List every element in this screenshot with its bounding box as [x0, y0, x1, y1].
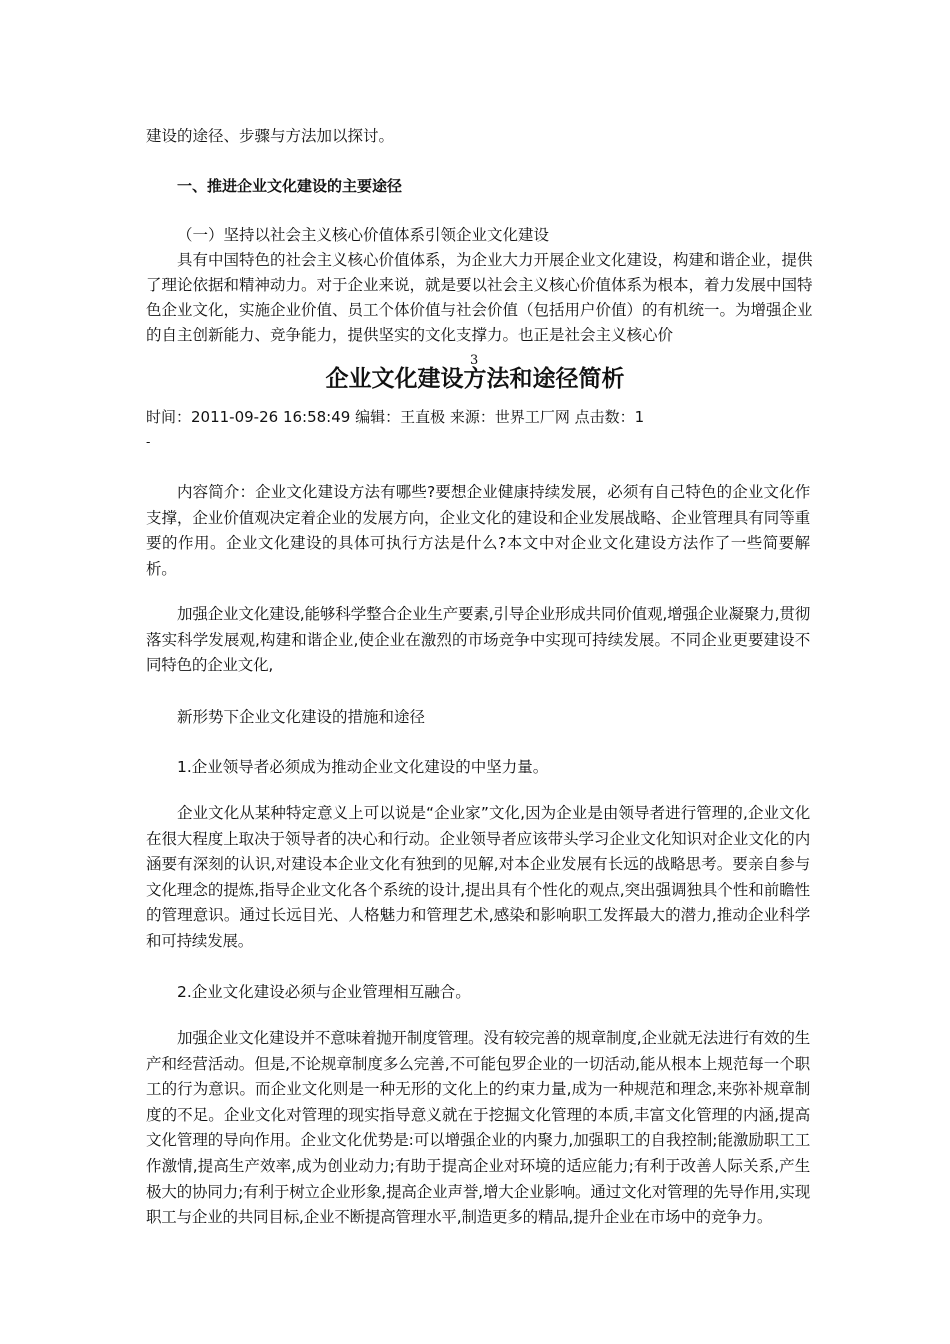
body-paragraph: 具有中国特色的社会主义核心价值体系，为企业大力开展企业文化建设，构建和谐企业，提供了理论依据和精神动力。对于企业来说，就是要以社会主义核心价值体系为根本，着力发展中国特色企业文化，实施企业价值、员工个体价值与社会价值（包括用户价值）的有机统一。为增强企业的自主创新能力、竞争能力，提供坚实的文化支撑力。也正是社会主义核心价 [146, 251, 813, 344]
point-body-1: 企业文化从某种特定意义上可以说是“企业家”文化,因为企业是由领导者进行管理的,企业文化在很大程度上取决于领导者的决心和行动。企业领导者应该带头学习企业文化知识对企业文化的内涵要有深刻的认识,对建设本企业文化有独到的见解,对本企业发展有长远的战略思考。要亲自参与文化理念的提炼,指导企业文化各个系统的设计,提出具有个性化的观点,突出强调独具个性和前瞻性的管理意识。通过长远目光、人格魅力和管理艺术,感染和影响职工发挥最大的潜力,推动企业科学和可持续发展。 [146, 804, 810, 950]
subsection-heading: （一）坚持以社会主义核心价值体系引领企业文化建设 [177, 226, 550, 244]
article-title: 企业文化建设方法和途径简析 [325, 366, 625, 392]
section-heading: 新形势下企业文化建设的措施和途径 [177, 708, 426, 726]
continued-text-line: 建设的途径、步骤与方法加以探讨。 [146, 127, 395, 145]
point-body-2: 加强企业文化建设并不意味着抛开制度管理。没有较完善的规章制度,企业就无法进行有效的生产和经营活动。但是,不论规章制度多么完善,不可能包罗企业的一切活动,能从根本上规范每一个职工的行为意识。而企业文化则是一种无形的文化上的约束力量,成为一种规范和理念,来弥补规章制度的不足。企业文化对管理的现实指导意义就在于挖掘文化管理的本质,丰富文化管理的内涵,提高文化管理的导向作用。企业文化优势是:可以增强企业的内聚力,加强职工的自我控制;能激励职工工作激情,提高生产效率,成为创业动力;有助于提高企业对环境的适应能力;有利于改善人际关系,产生极大的协同力;有利于树立企业形象,提高企业声誉,增大企业影响。通过文化对管理的先导作用,实现职工与企业的共同目标,企业不断提高管理水平,制造更多的精品,提升企业在市场中的竞争力。 [146, 1029, 810, 1227]
intro-paragraph: 加强企业文化建设,能够科学整合企业生产要素,引导企业形成共同价值观,增强企业凝聚力,贯彻落实科学发展观,构建和谐企业,使企业在激烈的市场竞争中实现可持续发展。不同企业更要建设不同特色的企业文化, [146, 605, 810, 675]
meta-dash: - [146, 435, 151, 450]
article-meta: 时间：2011-09-26 16:58:49 编辑：王直极 来源：世界工厂网 点击数：1 [146, 408, 645, 426]
point-heading-1: 1.企业领导者必须成为推动企业文化建设的中坚力量。 [177, 758, 549, 776]
point-heading-2: 2.企业文化建设必须与企业管理相互融合。 [177, 983, 471, 1001]
page-number: 3 [470, 353, 479, 368]
article-summary: 内容简介：企业文化建设方法有哪些?要想企业健康持续发展，必须有自己特色的企业文化作支撑，企业价值观决定着企业的发展方向，企业文化的建设和企业发展战略、企业管理具有同等重要的作用。企业文化建设的具体可执行方法是什么?本文中对企业文化建设方法作了一些简要解析。 [146, 483, 810, 578]
section-heading: 一、推进企业文化建设的主要途径 [177, 177, 403, 195]
